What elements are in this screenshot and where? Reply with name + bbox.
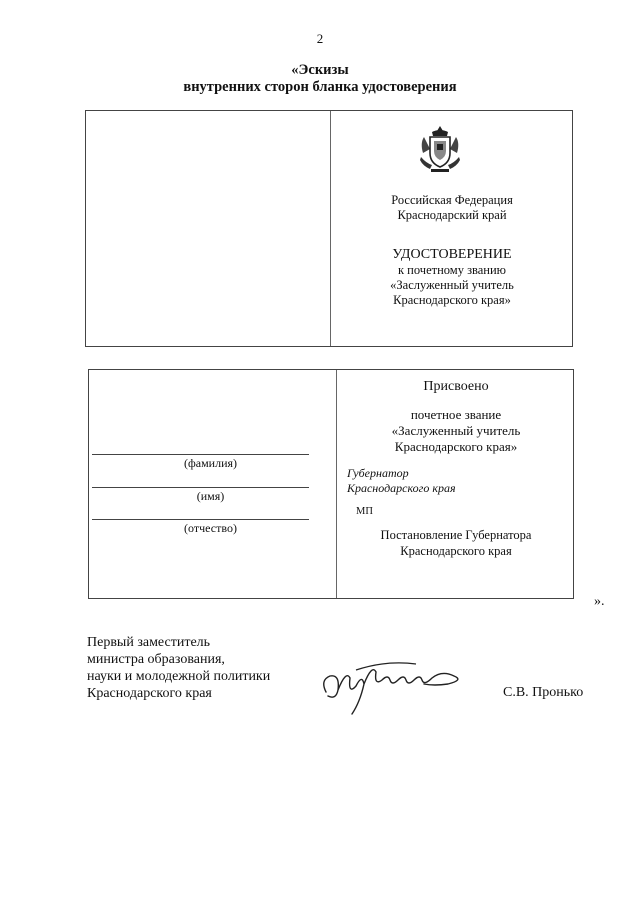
name-line — [92, 487, 309, 488]
card-fold-line — [336, 370, 337, 598]
name-caption: (имя) — [196, 489, 225, 503]
closing-quote: ». — [594, 594, 605, 609]
certificate-cover-sketch — [85, 110, 573, 347]
title-line-2: внутренних сторон бланка удостоверения — [183, 79, 457, 95]
certificate-inner-sketch — [88, 369, 574, 599]
signatory-position-line-4: Краснодарского края — [87, 686, 212, 701]
country-name: Российская Федерация — [391, 193, 513, 207]
signatory-position-line-3: науки и молодежной политики — [87, 669, 271, 684]
honor-title-line-1: «Заслуженный учитель — [390, 278, 514, 292]
governor-line-2: Краснодарского края — [347, 481, 456, 495]
surname-caption: (фамилия) — [183, 456, 238, 470]
region-name: Краснодарский край — [397, 208, 507, 222]
surname-line — [92, 454, 309, 455]
coat-of-arms-icon — [418, 123, 462, 175]
patronymic-caption: (отчество) — [184, 521, 237, 535]
document-subtitle: к почетному званию — [397, 263, 507, 277]
patronymic-line — [92, 519, 309, 520]
awarded-heading: Присвоено — [423, 379, 489, 394]
honor-title-line-2: Краснодарского края» — [394, 439, 518, 454]
document-title: УДОСТОВЕРЕНИЕ — [392, 247, 512, 262]
card-fold-line — [330, 111, 331, 346]
stamp-placeholder: МП — [356, 506, 373, 517]
governor-line-1: Губернатор — [347, 466, 409, 480]
decree-line-1: Постановление Губернатора — [380, 528, 532, 542]
title-line-1: «Эскизы — [291, 62, 349, 78]
handwritten-signature — [316, 650, 476, 720]
honor-title-line-1: «Заслуженный учитель — [391, 423, 521, 438]
signatory-name: С.В. Пронько — [503, 685, 584, 700]
signatory-position-line-2: министра образования, — [87, 652, 225, 667]
page-number: 2 — [316, 31, 324, 46]
signatory-position-line-1: Первый заместитель — [87, 635, 211, 650]
decree-line-2: Краснодарского края — [400, 544, 512, 558]
honor-title-line-2: Краснодарского края» — [393, 293, 511, 307]
honor-label: почетное звание — [410, 407, 502, 422]
